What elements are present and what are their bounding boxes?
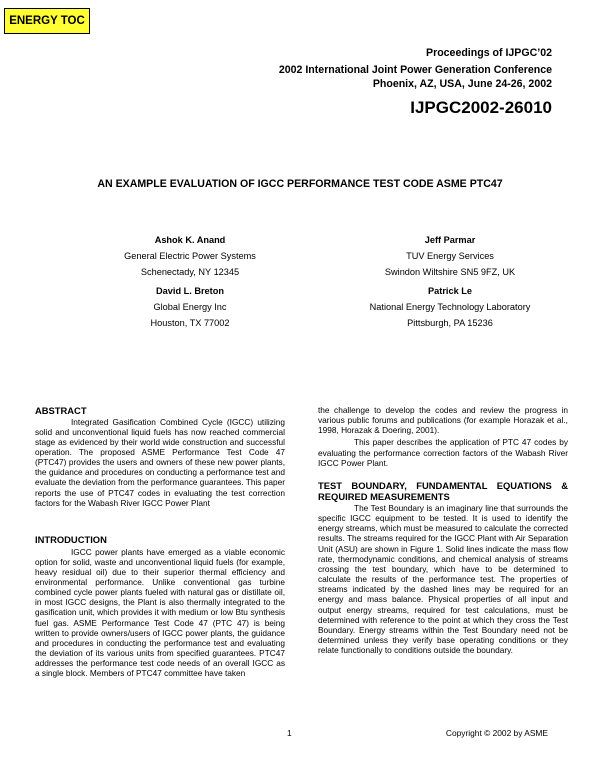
author-name: Jeff Parmar (424, 235, 476, 245)
abstract-section (35, 405, 285, 508)
author-affiliation: General Electric Power Systems (124, 251, 256, 261)
introduction-heading: INTRODUCTION (35, 534, 107, 545)
author-location: Schenectady, NY 12345 (140, 267, 240, 277)
proceedings-line-3: Phoenix, AZ, USA, June 24-26, 2002 (372, 78, 552, 90)
author-location: Swindon Wiltshire SN5 9FZ, UK (384, 267, 516, 277)
author-affiliation: National Energy Technology Laboratory (369, 302, 531, 312)
author-location: Pittsburgh, PA 15236 (407, 318, 493, 328)
paragraph: This paper describes the application of PTC 47 codes by evaluating the performance correction factors of the Wabash River IGCC Power Plant. (318, 437, 568, 468)
abstract-text: Integrated Gasification Combined Cycle (IGCC) utilizing solid and unconventional liquid fuels has now reached commercial stage as evidenced by their world wide construction and successful operation. The proposed ASME Performance Test Code 47 (PTC47) provides the users and owners of these new power plants, the guidance and procedures on conducting a performance test and evaluate the deviation from the performance guarantees. This paper reports the use of PTC47 codes in evaluating the test correction factors for the Wabash River IGCC Power Plant (35, 416, 285, 508)
paragraph: The Test Boundary is an imaginary line that surrounds the specific IGCC equipment to be tested. It is used to identify the energy streams, which must be measured to calculate the corrected results. The streams required for the IGCC Plant with Air Separation Unit (ASU) are shown in Figure 1. Solid lines indicate the mass flow rate, thermodynamic conditions, and chemical analysis of streams crossing the test boundary, which have to be determined to calculate the results of the performance test. The properties of streams indicated by the dashed lines may be required for an energy and mass balance. Physical properties of all input and output energy streams, required for test calculations, must be determined with reference to the point at which they cross the Test Boundary. Energy streams within the Test Boundary need not be determined unless they verify base operating conditions or they relate functionally to conditions outside the boundary. (318, 502, 568, 656)
proceedings-line-1: Proceedings of IJPGC’02 (426, 47, 552, 59)
copyright-notice: Copyright © 2002 by ASME (445, 728, 548, 738)
author-block (330, 283, 570, 331)
paper-title: AN EXAMPLE EVALUATION OF IGCC PERFORMANCE TEST CODE ASME PTC47 (97, 178, 503, 190)
author-location: Houston, TX 77002 (150, 318, 230, 328)
introduction-text: IGCC power plants have emerged as a viable economic option for solid, waste and unconventional liquid fuels (for example, heavy residual oil) due to their superior thermal efficiency and environmental performance. Unlike conventional gas turbine combined cycle power plants fueled with natural gas or distillate oil, in most IGCC designs, the Plant is also thermally integrated to the gasification unit, which provides it with medium or low Btu synthesis fuel gas. ASME Performance Test Code 47 (PTC 47) is being written to provide owners/users of IGCC power plants, the guidance and procedures in conducting the performance test and evaluating the deviation of its various units from specified guarantees. PTC47 addresses the performance test code needs of an overall IGCC as a single block. Members of PTC47 committee have taken (35, 546, 285, 679)
proceedings-line-2: 2002 International Joint Power Generation Conference (278, 64, 552, 76)
abstract-heading: ABSTRACT (35, 405, 87, 416)
author-block (355, 232, 545, 280)
page-number: 1 (287, 728, 292, 738)
author-name: Ashok K. Anand (154, 235, 226, 245)
author-affiliation: Global Energy Inc (153, 302, 227, 312)
paragraph: the challenge to develop the codes and review the progress in various public forums and publications (for example Horazak et al., 1998, Horazak & Doering, 2001). (318, 405, 568, 436)
test-boundary-heading: TEST BOUNDARY, FUNDAMENTAL EQUATIONS & REQUIRED MEASUREMENTS (318, 479, 568, 503)
author-block (100, 283, 280, 331)
right-column (318, 405, 568, 655)
energy-toc-badge[interactable]: ENERGY TOC (4, 8, 90, 34)
author-affiliation: TUV Energy Services (406, 251, 494, 261)
introduction-section (35, 534, 285, 679)
paper-id: IJPGC2002-26010 (410, 98, 552, 117)
author-name: Patrick Le (428, 286, 472, 296)
author-name: David L. Breton (156, 286, 224, 296)
author-block (100, 232, 280, 280)
